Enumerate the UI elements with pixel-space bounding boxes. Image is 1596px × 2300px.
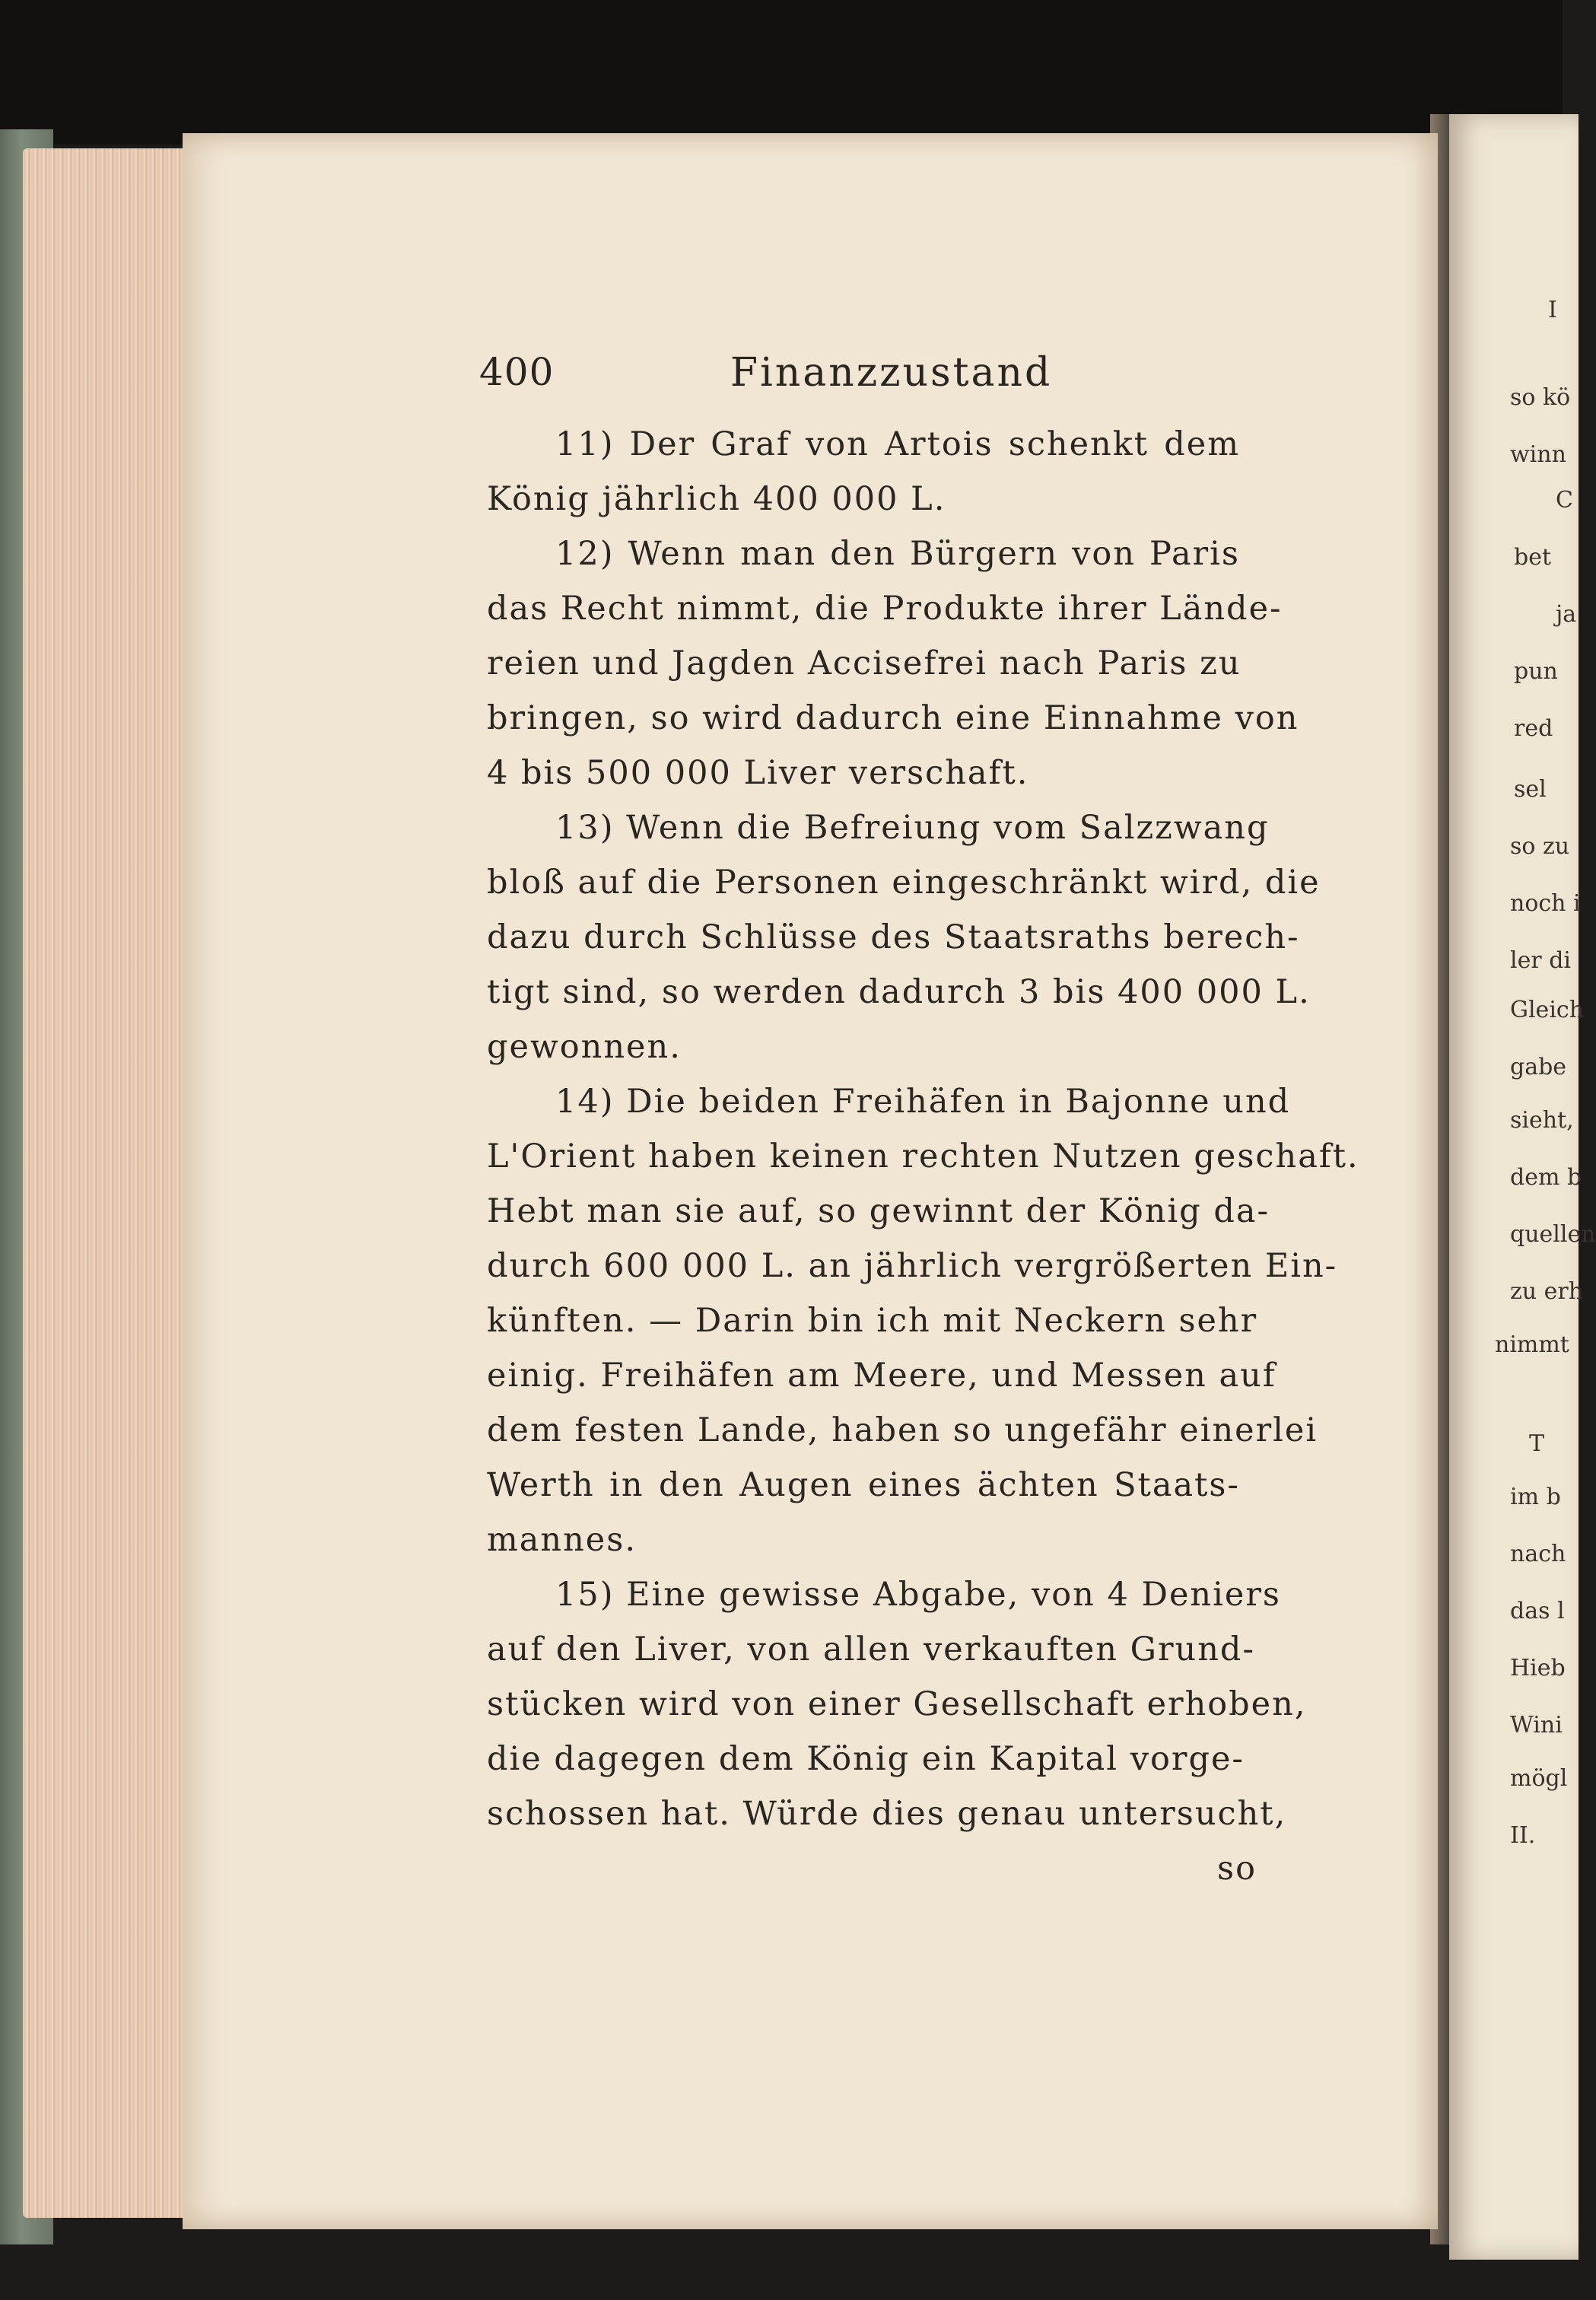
page-edges bbox=[23, 148, 198, 2218]
margin-fragment: T bbox=[1529, 1430, 1545, 1457]
margin-fragment: das l bbox=[1510, 1598, 1565, 1624]
margin-fragment: ja bbox=[1556, 601, 1577, 628]
margin-fragment: bet bbox=[1514, 544, 1552, 571]
margin-fragment: II. bbox=[1510, 1822, 1536, 1849]
text-line: 15) Eine gewisse Abgabe, von 4 Deniers bbox=[555, 1576, 1281, 1614]
margin-fragment: Gleich bbox=[1510, 997, 1585, 1023]
text-line: L'Orient haben keinen rechten Nutzen geschaft. bbox=[487, 1137, 1359, 1175]
scan-background bbox=[0, 0, 1563, 145]
text-line: bloß auf die Personen eingeschränkt wird, die bbox=[487, 864, 1321, 902]
text-line: das Recht nimmt, die Produkte ihrer Lände- bbox=[487, 590, 1283, 628]
margin-fragment: I bbox=[1548, 297, 1557, 323]
margin-fragment: nimmt bbox=[1495, 1331, 1569, 1358]
text-line: gewonnen. bbox=[487, 1028, 682, 1066]
margin-fragment: ler di bbox=[1510, 947, 1572, 974]
text-line: schossen hat. Würde dies genau untersucht, bbox=[487, 1795, 1287, 1833]
margin-fragment: red bbox=[1514, 715, 1553, 742]
running-head: Finanzzustand bbox=[730, 350, 1053, 396]
text-line: Hebt man sie auf, so gewinnt der König da- bbox=[487, 1192, 1270, 1230]
margin-fragment: sel bbox=[1514, 776, 1547, 803]
margin-fragment: dem b bbox=[1510, 1164, 1582, 1191]
margin-fragment: zu erh bbox=[1510, 1278, 1584, 1305]
text-line: Werth in den Augen eines ächten Staats- bbox=[487, 1466, 1240, 1504]
text-line: König jährlich 400 000 L. bbox=[487, 480, 946, 518]
margin-fragment: sieht, bbox=[1510, 1107, 1574, 1134]
text-line: 4 bis 500 000 Liver verschaft. bbox=[487, 754, 1029, 792]
catchword: so bbox=[1217, 1850, 1257, 1888]
text-line: tigt sind, so werden dadurch 3 bis 400 000 L. bbox=[487, 973, 1311, 1011]
text-line: dazu durch Schlüsse des Staatsraths berech- bbox=[487, 918, 1300, 956]
text-line: 14) Die beiden Freihäfen in Bajonne und bbox=[555, 1083, 1291, 1121]
margin-fragment: gabe bbox=[1510, 1054, 1567, 1080]
margin-fragment: noch i bbox=[1510, 890, 1581, 917]
margin-fragment: quellen bbox=[1510, 1221, 1596, 1248]
facing-page-edge bbox=[1449, 114, 1596, 2260]
text-line: künften. — Darin bin ich mit Neckern sehr bbox=[487, 1302, 1258, 1340]
page-header bbox=[479, 335, 1248, 403]
margin-fragment: Wini bbox=[1510, 1712, 1563, 1739]
text-line: durch 600 000 L. an jährlich vergrößerten Ein- bbox=[487, 1247, 1338, 1285]
margin-fragment: so zu bbox=[1510, 833, 1570, 860]
margin-fragment: mögl bbox=[1510, 1765, 1568, 1792]
text-line: 13) Wenn die Befreiung vom Salzzwang bbox=[555, 809, 1270, 847]
page-number: 400 bbox=[479, 350, 555, 394]
margin-fragment: so kö bbox=[1510, 384, 1571, 411]
text-line: die dagegen dem König ein Kapital vorge- bbox=[487, 1740, 1245, 1778]
text-line: stücken wird von einer Gesellschaft erhoben, bbox=[487, 1685, 1307, 1723]
text-line: bringen, so wird dadurch eine Einnahme von bbox=[487, 699, 1299, 737]
margin-fragment: im b bbox=[1510, 1484, 1561, 1510]
text-line: einig. Freihäfen am Meere, und Messen auf bbox=[487, 1357, 1276, 1395]
margin-fragment: C bbox=[1556, 487, 1573, 514]
text-line: auf den Liver, von allen verkauften Grund- bbox=[487, 1630, 1255, 1669]
margin-fragment: winn bbox=[1510, 441, 1566, 468]
margin-fragment: nach bbox=[1510, 1541, 1566, 1567]
text-line: reien und Jagden Accisefrei nach Paris zu bbox=[487, 644, 1242, 682]
margin-fragment: pun bbox=[1514, 658, 1558, 685]
text-line: 12) Wenn man den Bürgern von Paris bbox=[555, 535, 1240, 573]
text-line: mannes. bbox=[487, 1521, 637, 1559]
text-line: 11) Der Graf von Artois schenkt dem bbox=[555, 425, 1240, 463]
margin-fragment: Hieb bbox=[1510, 1655, 1566, 1681]
text-line: dem festen Lande, haben so ungefähr einerlei bbox=[487, 1411, 1318, 1449]
